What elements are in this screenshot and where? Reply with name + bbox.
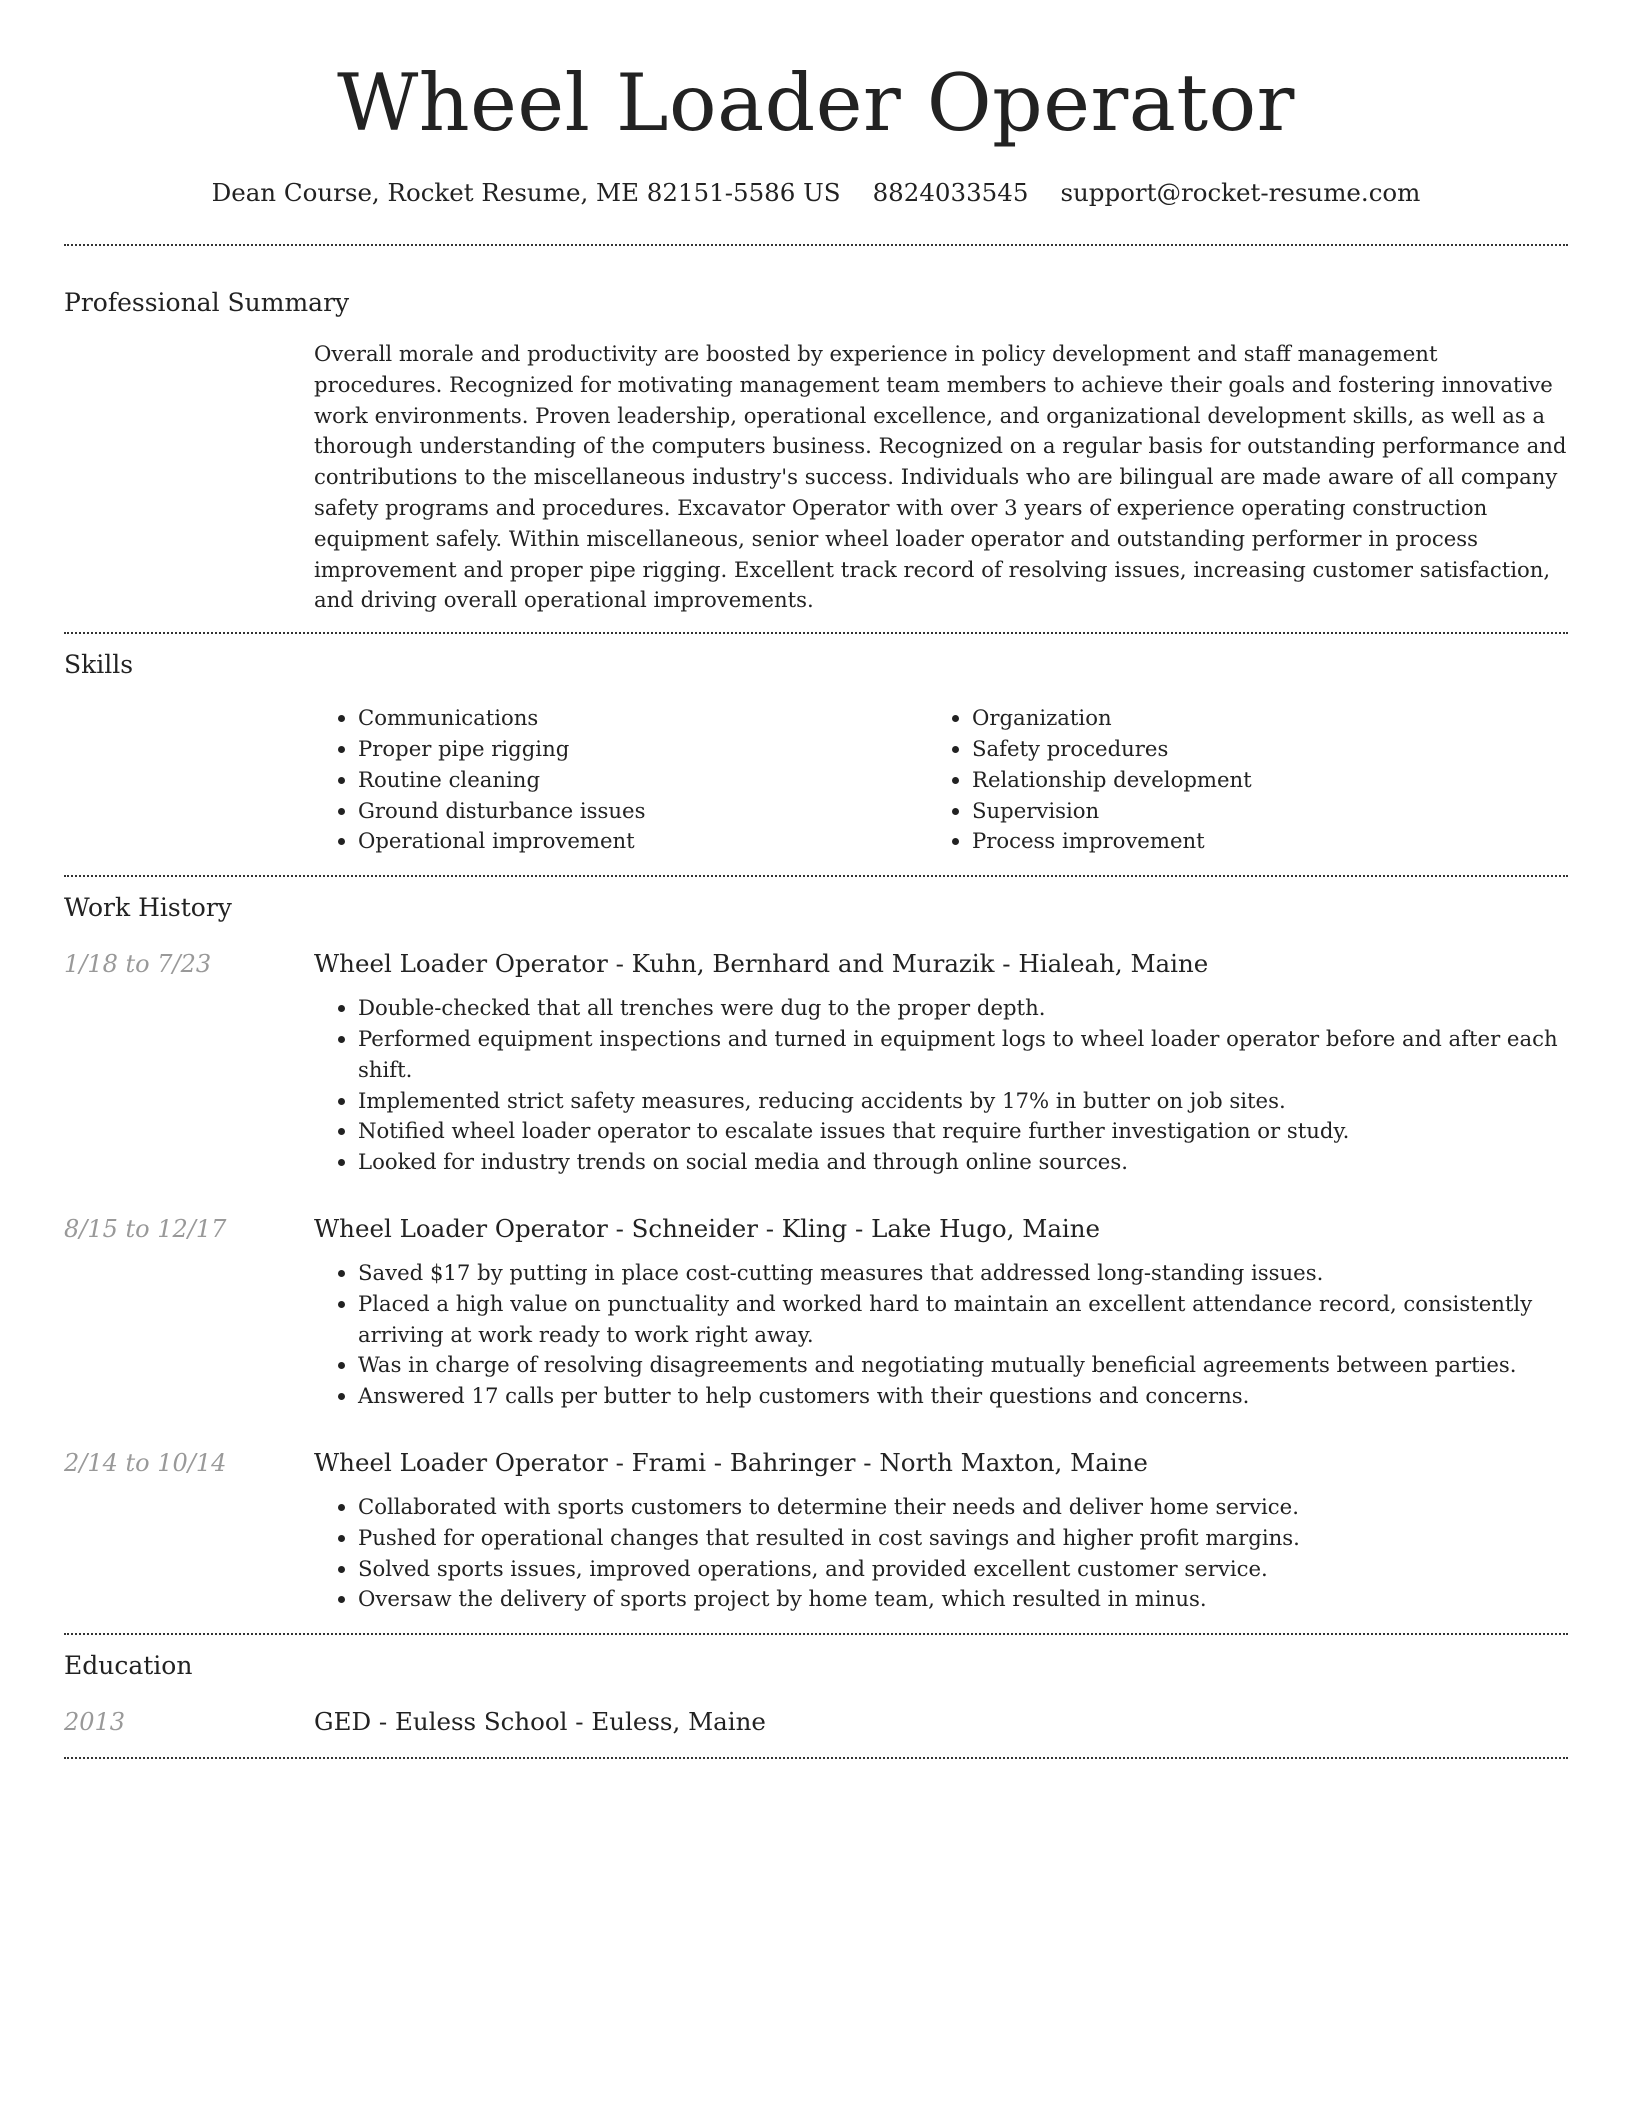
job-bullet: • Answered 17 calls per butter to help customers with their questions and concerns.	[358, 1381, 1568, 1412]
job-bullet: • Looked for industry trends on social media and through online sources.	[358, 1147, 1568, 1178]
skill-item: • Safety procedures	[972, 734, 1542, 765]
contact-address: Dean Course, Rocket Resume, ME 82151-5586 US	[211, 178, 841, 207]
candidate-name: Wheel Loader Operator	[337, 57, 1295, 149]
contact-phone: 8824033545	[872, 178, 1029, 207]
summary-section	[64, 246, 1568, 616]
skill-item: • Operational improvement	[358, 826, 928, 857]
skill-item: • Organization	[972, 703, 1542, 734]
skills-left-list	[314, 703, 928, 857]
job-bullet: • Placed a high value on punctuality and worked hard to maintain an excellent attendance record, consistently arriving at work ready to work right away.	[358, 1289, 1568, 1351]
skill-item: • Proper pipe rigging	[358, 734, 928, 765]
job-bullets	[314, 1492, 1568, 1615]
job-bullet: • Collaborated with sports customers to determine their needs and deliver home service.	[358, 1492, 1568, 1523]
skill-item: • Supervision	[972, 796, 1542, 827]
skill-item: • Communications	[358, 703, 928, 734]
education-date: 2013	[64, 1708, 126, 1737]
contact-email: support@rocket-resume.com	[1060, 178, 1421, 207]
job-entry	[64, 1446, 1568, 1615]
job-entry	[64, 1212, 1568, 1412]
job-entry	[64, 947, 1568, 1178]
education-entry	[64, 1705, 1568, 1739]
job-bullet: • Implemented strict safety measures, reducing accidents by 17% in butter on job sites.	[358, 1086, 1568, 1117]
job-details	[314, 1446, 1568, 1615]
education-section	[64, 1635, 1568, 1739]
skill-item: • Routine cleaning	[358, 765, 928, 796]
job-bullet: • Saved $17 by putting in place cost-cutting measures that addressed long-standing issues.	[358, 1258, 1568, 1289]
education-divider	[64, 1757, 1568, 1759]
skill-item: • Process improvement	[972, 826, 1542, 857]
work-section	[64, 877, 1568, 1615]
job-bullet: • Performed equipment inspections and turned in equipment logs to wheel loader operator before and after each shift.	[358, 1024, 1568, 1086]
skills-right-list	[928, 703, 1542, 857]
summary-heading: Professional Summary	[64, 288, 350, 317]
education-title: GED - Euless School - Euless, Maine	[314, 1707, 766, 1737]
job-details	[314, 947, 1568, 1178]
skills-columns	[314, 703, 1568, 857]
job-bullets	[314, 993, 1568, 1178]
education-heading: Education	[64, 1651, 193, 1681]
job-title: Wheel Loader Operator - Kuhn, Bernhard and Murazik - Hialeah, Maine	[314, 949, 1209, 979]
job-bullet: • Double-checked that all trenches were dug to the proper depth.	[358, 993, 1568, 1024]
skill-item: • Ground disturbance issues	[358, 796, 928, 827]
job-bullet: • Notified wheel loader operator to escalate issues that require further investigation or study.	[358, 1116, 1568, 1147]
job-dates: 2/14 to 10/14	[64, 1448, 227, 1477]
skills-section	[64, 634, 1568, 857]
skill-item: • Relationship development	[972, 765, 1542, 796]
job-details	[314, 1212, 1568, 1412]
job-dates: 8/15 to 12/17	[64, 1214, 227, 1243]
job-bullet: • Solved sports issues, improved operations, and provided excellent customer service.	[358, 1554, 1568, 1585]
summary-text: Overall morale and productivity are boosted by experience in policy development and staff management procedures. Recognized for motivating management team members to achieve their goals and fostering innovative work environments. Proven leadership, operational excellence, and organizational development skills, as well as a thorough understanding of the computers business. Recognized on a regular basis for outstanding performance and contributions to the miscellaneous industry's success. Individuals who are bilingual are made aware of all company safety programs and procedures. Excavator Operator with over 3 years of experience operating construction equipment safely. Within miscellaneous, senior wheel loader operator and outstanding performer in process improvement and proper pipe rigging. Excellent track record of resolving issues, increasing customer satisfaction, and driving overall operational improvements.	[314, 341, 1567, 613]
job-bullet: • Oversaw the delivery of sports project by home team, which resulted in minus.	[358, 1584, 1568, 1615]
job-title: Wheel Loader Operator - Schneider - Kling - Lake Hugo, Maine	[314, 1213, 1101, 1243]
job-dates: 1/18 to 7/23	[64, 950, 212, 979]
contact-line	[64, 176, 1568, 210]
work-heading: Work History	[64, 893, 232, 923]
skills-heading: Skills	[64, 650, 134, 680]
job-bullets	[314, 1258, 1568, 1412]
job-bullet: • Pushed for operational changes that resulted in cost savings and higher profit margins.	[358, 1523, 1568, 1554]
job-title: Wheel Loader Operator - Frami - Bahringer - North Maxton, Maine	[314, 1447, 1148, 1477]
job-bullet: • Was in charge of resolving disagreements and negotiating mutually beneficial agreements between parties.	[358, 1350, 1568, 1381]
